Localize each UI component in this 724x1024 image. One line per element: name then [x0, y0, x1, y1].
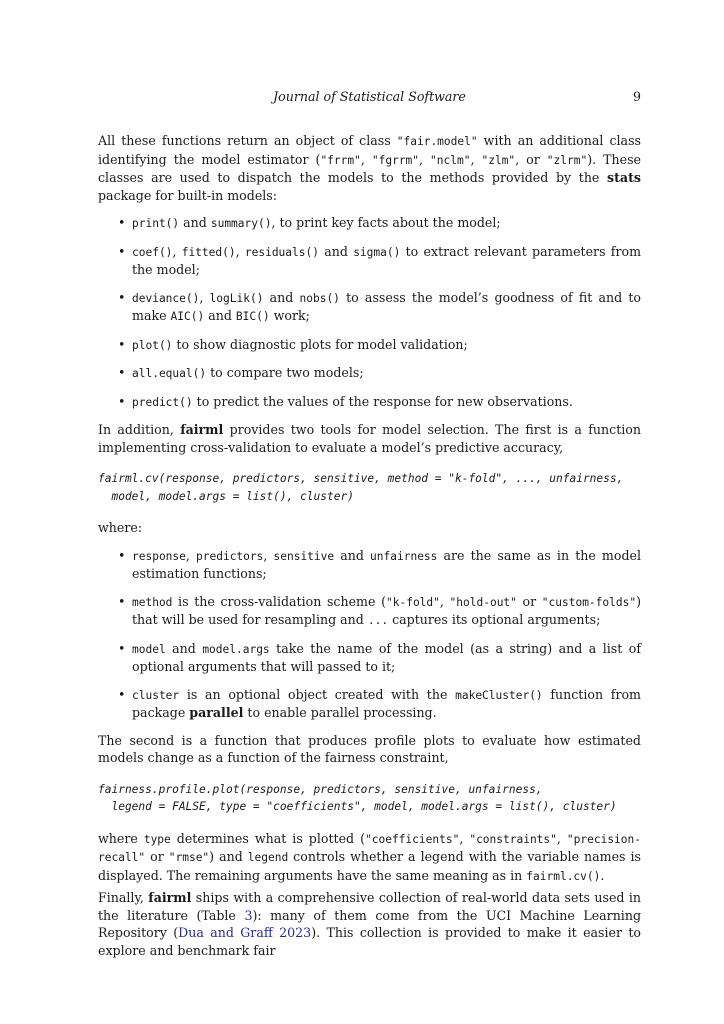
code-line: fairness.profile.plot(response, predictors, sensitive, unfairness, — [98, 782, 543, 796]
package-name-fairml: fairml — [180, 422, 224, 437]
inline-code: "coefficients" — [365, 832, 460, 846]
inline-code: "constraints" — [469, 832, 557, 846]
text-run: take the name of the model (as a string) and a list of optional arguments that will passed to it; — [132, 640, 642, 674]
list-item — [98, 243, 641, 279]
bullet-marker: • — [118, 393, 126, 409]
inline-code: predict() — [132, 395, 193, 409]
inline-code: AIC() — [170, 310, 205, 323]
text-run: determines what is plotted ( — [170, 830, 366, 846]
page-number: 9 — [632, 89, 641, 104]
inline-code: fairml.cv() — [526, 869, 601, 883]
inline-code: "nclm" — [430, 153, 471, 167]
inline-code: "zlm" — [481, 153, 516, 167]
list-item — [98, 686, 641, 722]
text-run: to show diagnostic plots for model validation; — [172, 336, 468, 352]
text-run: or — [516, 593, 542, 609]
inline-code: predictors — [196, 549, 264, 563]
package-name-fairml: fairml — [148, 890, 192, 905]
inline-code: residuals() — [244, 245, 319, 259]
text-run: ) that will be used for resampling and — [132, 593, 642, 627]
inline-code: all.equal() — [132, 367, 207, 380]
text-run: , — [235, 243, 245, 259]
text-run: to enable parallel processing. — [243, 705, 437, 720]
inline-code: response — [132, 549, 186, 563]
list-item — [98, 640, 641, 676]
text-run: work; — [269, 308, 310, 323]
text-run: to compare two models; — [206, 365, 364, 380]
inline-code: legend — [247, 851, 289, 864]
code-block-fairml-cv — [98, 470, 641, 505]
inline-code: deviance() — [132, 291, 200, 305]
bullet-marker: • — [118, 593, 126, 609]
inline-code: method — [132, 595, 173, 609]
inline-code: type — [143, 832, 171, 846]
inline-code: nobs() — [299, 291, 340, 305]
paragraph-datasets — [98, 889, 641, 959]
paragraph-where: where: — [98, 520, 143, 535]
text-run: , — [556, 830, 567, 846]
text-run: is an optional object created with the — [179, 686, 456, 702]
inline-code: "zlrm" — [546, 153, 588, 167]
inline-code: "fgrrm" — [371, 153, 420, 167]
text-run: In addition, — [98, 422, 181, 437]
text-run: to extract relevant parameters from the model; — [132, 243, 642, 277]
package-name-parallel: parallel — [189, 705, 244, 720]
inline-code: plot() — [132, 338, 173, 352]
code-line: model, model.args = list(), cluster) — [98, 489, 354, 503]
inline-code: "rmse" — [168, 851, 210, 864]
inline-code: ... — [367, 614, 389, 627]
text-run: where — [98, 830, 144, 846]
text-run: ): many of them come from the UCI Machine Learning Repository ( — [98, 907, 642, 940]
paragraph-type-legend — [98, 830, 641, 886]
code-line: legend = FALSE, type = "coefficients", model, model.args = list(), cluster) — [98, 800, 617, 813]
text-run: to predict the values of the response for new observations. — [192, 393, 573, 409]
text-run: , — [360, 151, 372, 167]
inline-code: "fair.model" — [396, 135, 478, 148]
text-run: , — [199, 289, 210, 305]
list-item — [98, 289, 641, 326]
text-run: , to print key facts about the model; — [271, 215, 501, 230]
text-run: , — [419, 151, 431, 167]
text-run: and — [318, 243, 354, 259]
inline-code: BIC() — [235, 310, 270, 323]
list-item — [98, 547, 641, 583]
methods-list — [98, 214, 641, 411]
citation-link[interactable]: Dua and Graff 2023 — [178, 925, 312, 940]
bullet-marker: • — [118, 547, 126, 563]
bullet-marker: • — [118, 243, 126, 259]
text-run: and — [179, 215, 211, 230]
text-run: , or — [515, 151, 547, 167]
inline-code: sensitive — [273, 549, 335, 563]
list-item — [98, 364, 641, 383]
text-run: and — [334, 547, 371, 563]
inline-code: print() — [132, 217, 180, 230]
text-run: All these functions return an object of class — [98, 133, 397, 148]
inline-code: "frrm" — [320, 153, 361, 167]
paragraph-class-description — [98, 132, 641, 204]
inline-code: fitted() — [181, 245, 236, 259]
text-run: , — [470, 151, 482, 167]
arguments-list — [98, 547, 641, 722]
inline-code: makeCluster() — [455, 688, 543, 702]
bullet-marker: • — [118, 336, 126, 352]
text-run: , — [263, 547, 274, 563]
text-run: to assess the model’s goodness of fit and to make — [132, 289, 641, 323]
inline-code: cluster — [132, 688, 180, 702]
inline-code: unfairness — [370, 549, 438, 563]
inline-code: "hold-out" — [449, 595, 517, 609]
text-run: and — [204, 308, 236, 323]
text-run: , — [185, 547, 197, 563]
text-run: , — [172, 243, 182, 259]
list-item — [98, 214, 641, 233]
inline-code: model — [132, 642, 166, 656]
inline-code: "precision-recall" — [98, 832, 641, 864]
paragraph-model-selection — [98, 421, 641, 456]
body-text — [98, 132, 641, 969]
text-run: , — [439, 593, 450, 609]
text-run: with an additional class identifying the model estimator ( — [98, 133, 641, 167]
bullet-marker: • — [118, 365, 126, 380]
inline-code: "custom-folds" — [541, 595, 637, 609]
inline-code: summary() — [210, 217, 272, 230]
text-run: , — [459, 830, 470, 846]
bullet-marker: • — [118, 289, 126, 305]
text-run: . — [600, 867, 605, 883]
inline-code: model.args — [202, 642, 270, 656]
text-run: or — [145, 849, 169, 864]
list-item — [98, 393, 641, 412]
paragraph-profile-plot: The second is a function that produces profile plots to evaluate how estimated models change as a function of the fairness constraint, — [98, 732, 641, 765]
table-reference-link[interactable]: 3 — [244, 907, 253, 923]
list-item — [98, 593, 641, 630]
code-block-profile-plot — [98, 781, 641, 816]
text-run: Finally, — [98, 890, 149, 905]
inline-code: logLik() — [209, 291, 264, 305]
text-run: ships with a comprehensive collection of real-world data sets used in the literature (Table — [98, 890, 642, 923]
bullet-marker: • — [118, 215, 126, 230]
text-run: package for built-in models: — [98, 187, 278, 203]
package-name-stats: stats — [607, 170, 641, 185]
inline-code: sigma() — [353, 245, 401, 259]
text-run: controls whether a legend with the variable names is displayed. The remaining arguments have the same meaning as in — [98, 849, 641, 883]
text-run: is the cross-validation scheme ( — [172, 593, 386, 609]
text-run: ) and — [209, 849, 248, 864]
text-run: are the same as in the model estimation functions; — [132, 547, 641, 581]
journal-title: Journal of Statistical Software — [273, 89, 466, 104]
text-run: ). This collection is provided to make it easier to explore and benchmark fair — [98, 925, 642, 958]
text-run: function from package — [132, 686, 641, 720]
text-run: and — [263, 289, 300, 305]
running-header — [98, 89, 641, 109]
inline-code: coef() — [132, 245, 173, 259]
bullet-marker: • — [118, 640, 126, 656]
code-line: fairml.cv(response, predictors, sensitive, method = "k-fold", ..., unfairness, — [98, 472, 624, 485]
bullet-marker: • — [118, 686, 126, 702]
text-run: and — [165, 640, 203, 656]
list-item — [98, 336, 641, 355]
text-run: ). These classes are used to dispatch the models to the methods provided by the — [98, 151, 641, 185]
text-run: captures its optional arguments; — [388, 612, 601, 627]
inline-code: "k-fold" — [386, 595, 440, 609]
text-run: provides two tools for model selection. The first is a function implementing cross-validation to evaluate a model’s predictive accuracy, — [98, 422, 641, 455]
